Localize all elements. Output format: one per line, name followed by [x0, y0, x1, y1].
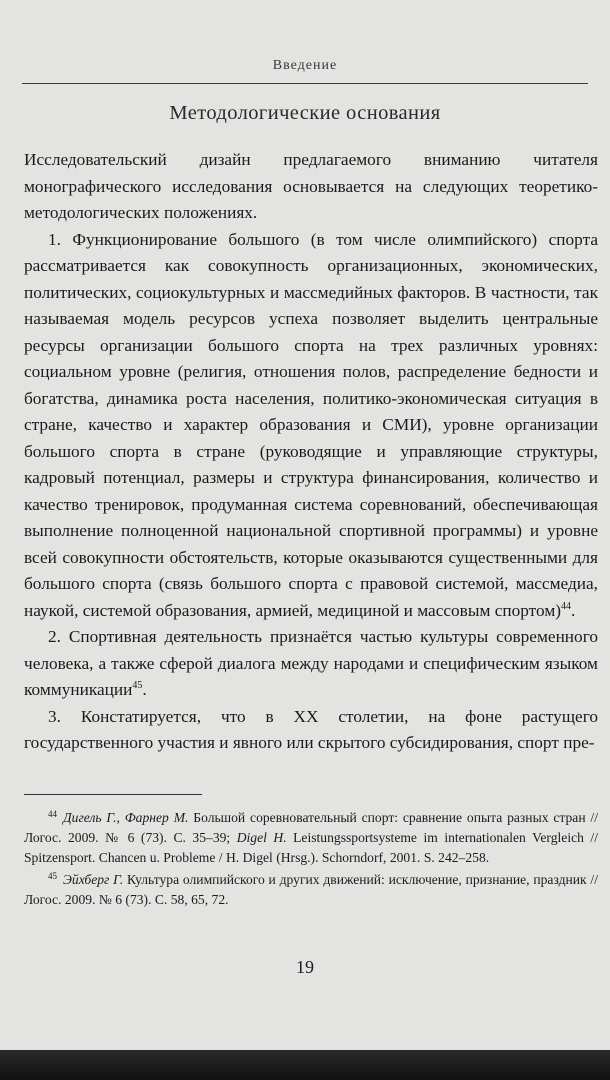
footnote-44	[24, 808, 598, 868]
footnotes	[24, 808, 598, 912]
paragraph-2: 2. Спортивная деятельность признаётся частью культуры современного человека, а также сферой диалога между народами и специфическим языком коммуникации$^{45}$.	[24, 627, 598, 699]
paragraph-2-text: 2. Спортивная деятельность признаётся частью культуры современного человека, а также сферой диалога между народами и специфическим языком коммуникации	[24, 627, 598, 699]
footnote-44-text2: Leistungssportsysteme im internationalen Vergleich // Spitzensport. Chancen u. Probleme / H. Digel (Hrsg.). Schorndorf, 2001. S. 242–258.	[24, 830, 598, 865]
body-text	[24, 147, 598, 757]
paragraph-1-text: 1. Функционирование большого (в том числе олимпийского) спорта рассматривается как совокупность организационных, экономических, политических, социокультурных и массмедийных факторов. В частности, так называемая модель ресурсов успеха позволяет выделить центральные ресурсы организации большого спорта на трех различных уровнях: социальном уровне (религия, отношения полов, распределение бедности и богатства, динамика роста населения, политико-экономическая ситуация в стране, качество и характер образования и СМИ), уровне организации большого спорта в стране (руководящие и управляющие структуры, кадровый потенциал, размеры и структура финансирования, количество и качество тренировок, продуманная система соревнований, обеспечивающая выполнение полноценной национальной спортивной программы) и уровне всей совокупности обстоятельств, которые оказываются существенными для большого спорта (связь большого спорта с правовой системой, массмедиа, наукой, системой образования, армией, медициной и массовым спортом)	[24, 229, 598, 620]
footnote-44-text1: Большой соревновательный спорт: сравнение опыта разных стран // Логос. 2009. № 6 (73). С. 35–39;	[24, 810, 598, 845]
footnote-45-number: 45	[48, 871, 57, 881]
header-rule	[22, 83, 588, 84]
footnote-45-text1: Культура олимпийского и других движений: исключение, признание, праздник // Логос. 2009. № 6 (73). С. 58, 65, 72.	[24, 872, 598, 907]
footnote-45-author1: Эйхберг Г.	[63, 872, 124, 887]
footnote-44-author2: Digel H.	[236, 830, 287, 845]
footnote-rule	[24, 794, 202, 795]
footnote-ref-44: 44	[561, 600, 572, 612]
page-edge-shadow	[0, 1050, 610, 1080]
paragraph-3: 3. Констатируется, что в XX столетии, на фоне растущего государственного участия и явного или скрытого субсидирования, спорт пре-	[24, 706, 598, 752]
running-head: Введение	[272, 58, 338, 73]
footnote-45	[24, 870, 598, 910]
section-title: Методологические основания	[169, 102, 441, 124]
footnote-ref-45: 45	[132, 680, 143, 691]
footnote-44-number: 44	[48, 809, 57, 819]
page-number: 19	[296, 957, 314, 977]
footnote-44-author1: Дигель Г., Фарнер М.	[63, 810, 189, 825]
paragraph-intro: Исследовательский дизайн предлагаемого вниманию читателя монографического исследования основывается на следующих теоретико-методологических положениях.	[24, 150, 598, 222]
paragraph-1: 1. Функционирование большого (в том числе олимпийского) спорта рассматривается как совокупность организационных, экономических, политических, социокультурных и массмедийных факторов. В частности, так называемая модель ресурсов успеха позволяет выделить центральные ресурсы организации большого спорта на трех различных уровнях: социальном уровне (религия, отношения полов, распределение бедности и богатства, динамика роста населения, политико-экономическая ситуация в стране, качество и характер образования и СМИ), уровне организации большого спорта в стране (руководящие и управляющие структуры, кадровый потенциал, размеры и структура финансирования, количество и качество тренировок, продуманная система соревнований, обеспечивающая выполнение полноценной национальной спортивной программы) и уровне всей совокупности обстоятельств, которые оказываются существенными для большого спорта (связь большого спорта с правовой системой, массмедиа, наукой, системой образования, армией, медициной и массовым спортом)$^{44}$.	[24, 229, 598, 620]
